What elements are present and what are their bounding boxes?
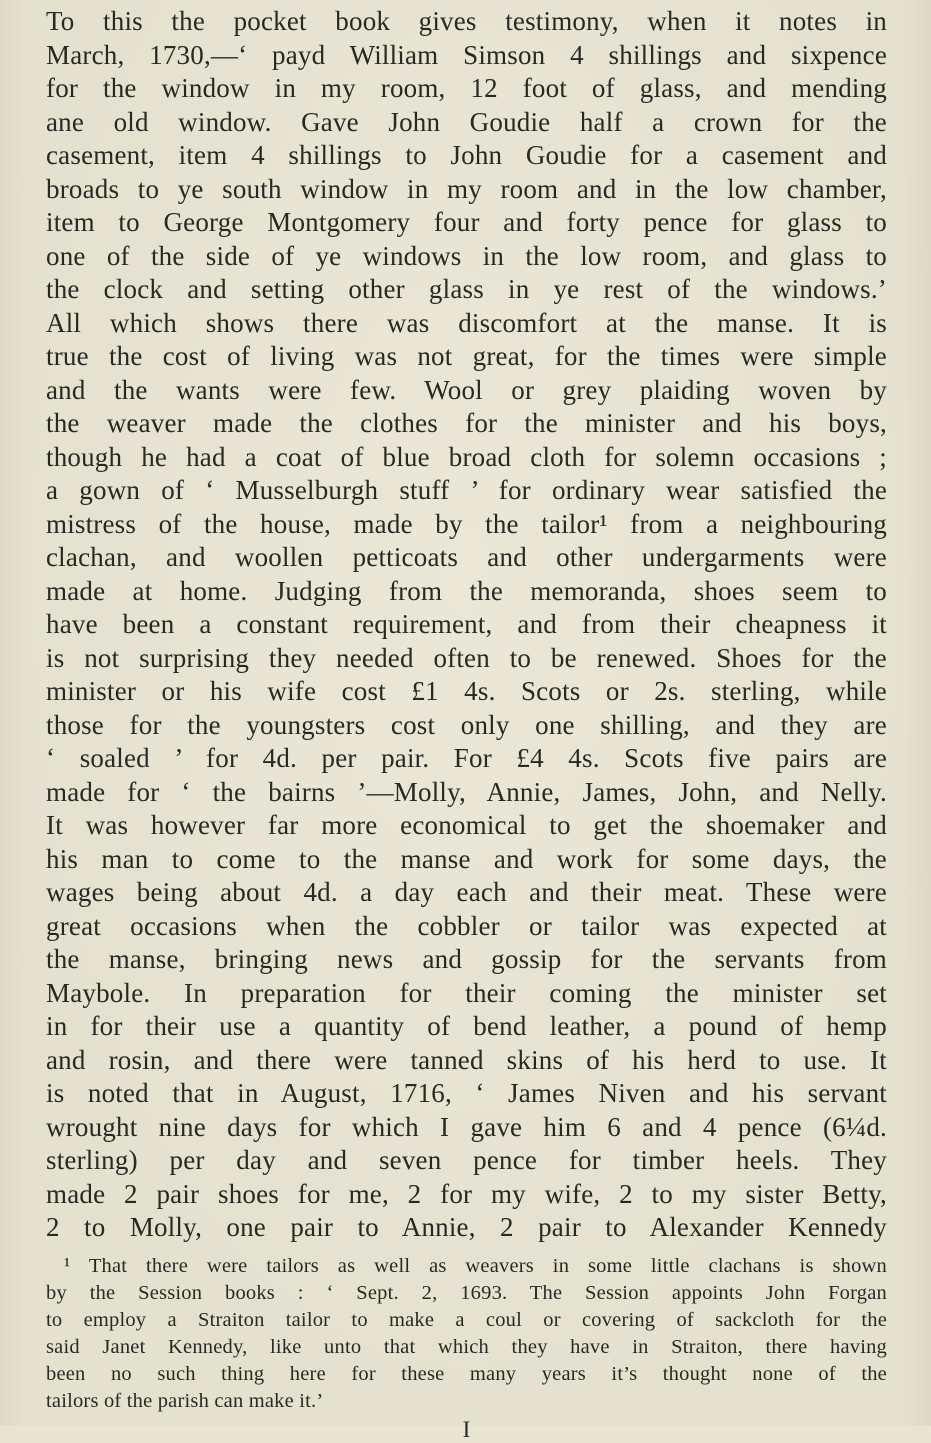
body-text-line: wrought nine days for which I gave him 6 and 4 pence (6¼d. [46,1111,887,1142]
body-text-line: great occasions when the cobbler or tailor was expected at [46,910,887,941]
footnote [46,1253,887,1415]
body-text-line: have been a constant requirement, and from their cheapness it [46,609,887,639]
body-text-line: minister or his wife cost £1 4s. Scots or 2s. sterling, while [46,676,887,706]
body-text-line: one of the side of ye windows in the low room, and glass to [46,240,887,271]
body-text-line: and the wants were few. Wool or grey plaiding woven by [46,374,887,405]
body-text-line: 2 to Molly, one pair to Annie, 2 pair to Alexander Kennedy [46,1212,887,1242]
body-text-line: broads to ye south window in my room and in the low chamber, [46,173,887,204]
body-text [46,5,887,1245]
body-text-line: those for the youngsters cost only one shilling, and they are [46,709,887,740]
body-text-line: the weaver made the clothes for the minister and his boys, [46,408,887,438]
body-text-line: March, 1730,—‘ payd William Simson 4 shillings and sixpence [46,39,887,70]
body-text-line: in for their use a quantity of bend leather, a pound of hemp [46,1011,887,1041]
body-text-line: item to George Montgomery four and forty pence for glass to [46,207,887,237]
body-text-line: is not surprising they needed often to be renewed. Shoes for the [46,642,887,673]
body-text-line: Maybole. In preparation for their coming the minister set [46,977,887,1008]
body-text-line: a gown of ‘ Musselburgh stuff ’ for ordinary wear satisfied the [46,475,887,505]
body-text-line: made for ‘ the bairns ’—Molly, Annie, James, John, and Nelly. [46,776,887,807]
footnote-line: to employ a Straiton tailor to make a coul or covering of sackcloth for the [46,1308,887,1331]
body-text-line: clachan, and woollen petticoats and other undergarments were [46,542,887,572]
body-text-line: and rosin, and there were tanned skins of his herd to use. It [46,1044,887,1075]
body-text-line: for the window in my room, 12 foot of glass, and mending [46,73,887,103]
footnote-line: said Janet Kennedy, like unto that which they have in Straiton, there having [46,1335,887,1358]
body-text-line: casement, item 4 shillings to John Goudie for a casement and [46,140,887,170]
body-text-line: To this the pocket book gives testimony, when it notes in [46,6,887,36]
body-text-line: ane old window. Gave John Goudie half a crown for the [46,106,887,137]
body-text-line: It was however far more economical to get the shoemaker and [46,810,887,840]
body-text-line: his man to come to the manse and work for some days, the [46,843,887,874]
body-text-line: the clock and setting other glass in ye rest of the windows.’ [46,274,887,304]
body-text-line: ‘ soaled ’ for 4d. per pair. For £4 4s. Scots five pairs are [46,743,887,773]
body-text-line: though he had a coat of blue broad cloth for solemn occasions ; [46,441,887,472]
body-text-line: sterling) per day and seven pence for timber heels. They [46,1145,887,1175]
body-text-line: made 2 pair shoes for me, 2 for my wife, 2 to my sister Betty, [46,1178,887,1209]
footnote-line: been no such thing here for these many years it’s thought none of the [46,1362,887,1385]
signature-mark: I [462,1416,471,1442]
body-text-line: wages being about 4d. a day each and their meat. These were [46,877,887,907]
body-text-line: mistress of the house, made by the tailor¹ from a neighbouring [46,508,887,539]
body-text-line: is noted that in August, 1716, ‘ James Niven and his servant [46,1078,887,1108]
body-text-line: the manse, bringing news and gossip for the servants from [46,944,887,974]
footnote-line: by the Session books : ‘ Sept. 2, 1693. The Session appoints John Forgan [46,1281,887,1304]
body-text-line: true the cost of living was not great, for the times were simple [46,341,887,371]
body-text-line: All which shows there was discomfort at the manse. It is [46,307,887,338]
footnote-line: ¹ That there were tailors as well as weavers in some little clachans is shown [64,1254,887,1277]
footnote-line: tailors of the parish can make it.’ [46,1389,324,1412]
body-text-line: made at home. Judging from the memoranda, shoes seem to [46,575,887,606]
